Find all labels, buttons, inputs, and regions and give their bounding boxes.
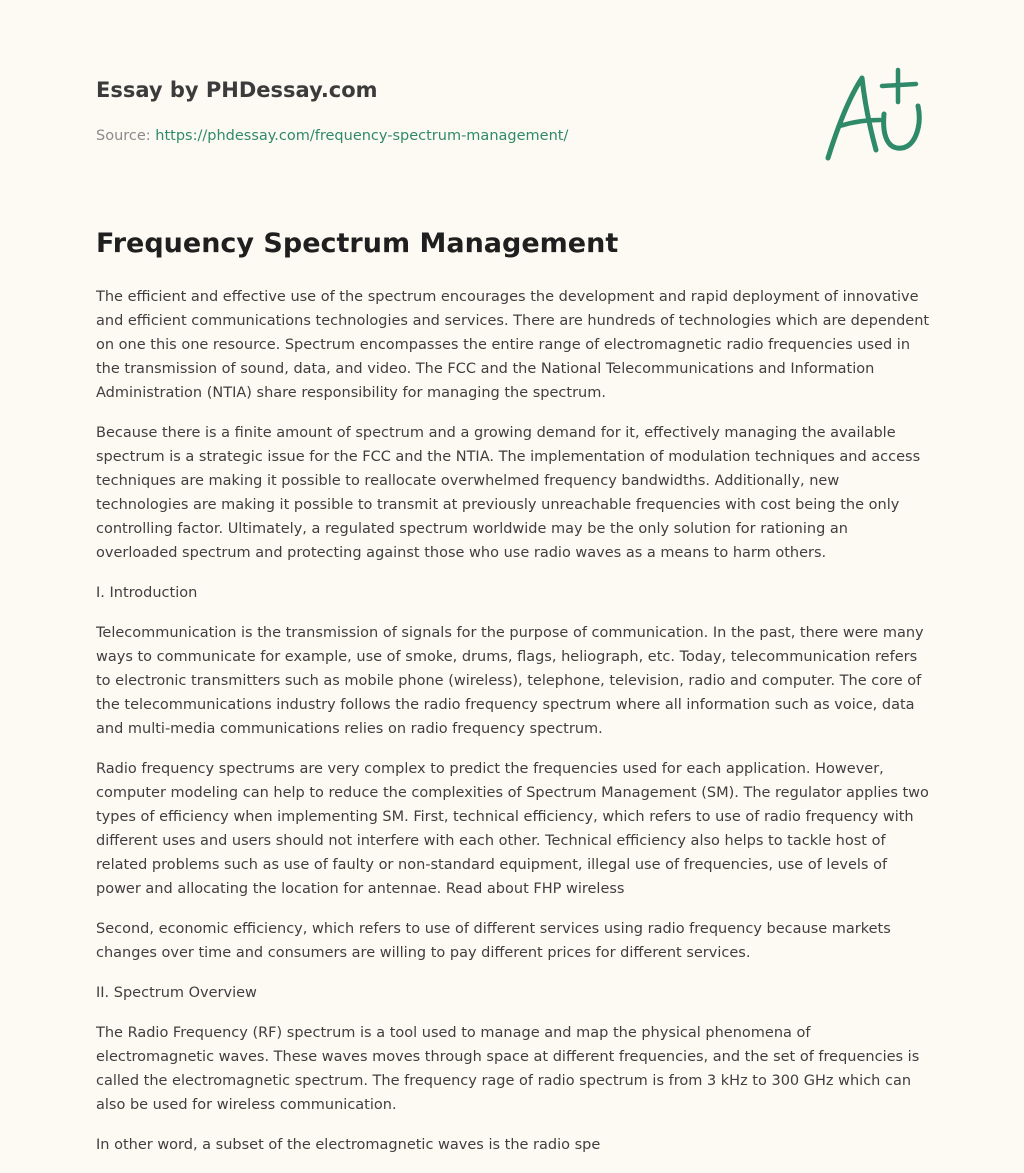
paragraph: In other word, a subset of the electromagnetic waves is the radio spe: [96, 1137, 601, 1153]
paragraph: Radio frequency spectrums are very complex to predict the frequencies used for each application. However, computer modeling can help to reduce the complexities of Spectrum Management (SM). The regulator applies two types of efficiency when implementing SM. First, technical efficiency, which refers to use of radio frequency with different uses and users should not interfere with each other. Technical efficiency also helps to tackle host of related problems such as use of faulty or non-standard equipment, illegal use of frequencies, use of levels of power and allocating the location for antennae. Read about FHP wireless: [96, 761, 929, 897]
a-plus-logo-icon: [818, 66, 930, 166]
source-line: [96, 126, 696, 146]
essay-title: Frequency Spectrum Management: [96, 228, 619, 259]
paragraph: Telecommunication is the transmission of signals for the purpose of communication. In the past, there were many ways to communicate for example, use of smoke, drums, flags, heliograph, etc. Today, telecommunication refers to electronic transmitters such as mobile phone (wireless), telephone, television, radio and computer. The core of the telecommunications industry follows the radio frequency spectrum where all information such as voice, data and multi-media communications relies on radio frequency spectrum.: [96, 625, 924, 737]
paragraph: Because there is a finite amount of spectrum and a growing demand for it, effectively managing the available spectrum is a strategic issue for the FCC and the NTIA. The implementation of modulation techniques and access techniques are making it possible to reallocate overwhelmed frequency bandwidths. Additionally, new technologies are making it possible to transmit at previously unreachable frequencies with cost being the only controlling factor. Ultimately, a regulated spectrum worldwide may be the only solution for rationing an overloaded spectrum and protecting against those who use radio waves as a means to harm others.: [96, 425, 921, 561]
source-link[interactable]: https://phdessay.com/frequency-spectrum-management/: [155, 128, 569, 144]
paragraph: The Radio Frequency (RF) spectrum is a tool used to manage and map the physical phenomena of electromagnetic waves. These waves moves through space at different frequencies, and the set of frequencies is called the electromagnetic spectrum. The frequency rage of radio spectrum is from 3 kHz to 300 GHz which can also be used for wireless communication.: [96, 1025, 920, 1113]
section-heading-introduction: I. Introduction: [96, 585, 198, 601]
paragraph: Second, economic efficiency, which refers to use of different services using radio frequency because markets changes over time and consumers are willing to pay different prices for different services.: [96, 921, 891, 961]
paragraph: The efficient and effective use of the spectrum encourages the development and rapid deployment of innovative and efficient communications technologies and services. There are hundreds of technologies which are dependent on one this one resource. Spectrum encompasses the entire range of electromagnetic radio frequencies used in the transmission of sound, data, and video. The FCC and the National Telecommunications and Information Administration (NTIA) share responsibility for managing the spectrum.: [96, 289, 930, 401]
essay-body: [96, 285, 932, 1173]
site-brand: Essay by PHDessay.com: [96, 78, 378, 102]
essay-header: [96, 76, 696, 146]
source-label: Source:: [96, 128, 156, 144]
section-heading-spectrum-overview: II. Spectrum Overview: [96, 985, 257, 1001]
